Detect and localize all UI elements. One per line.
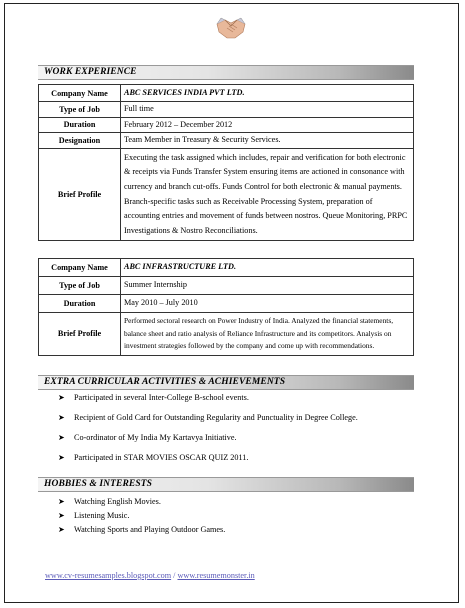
type-value: Summer Internship — [121, 277, 414, 295]
duration-value: May 2010 – July 2010 — [121, 295, 414, 313]
profile-value: Executing the task assigned which includes, repair and verification for both electronic & receipts via Funds Transfer System ensuring items are actioned in consonance with currency and branch cut-offs. Funds Control for both electronic & manual payments. Branch-specific tasks such as Receivable Processing System, preparation of accounting entries and movement of funds between nostros. Queue Monitoring, PRPC Investigations & Nostro Reconciliations. — [121, 148, 414, 241]
table-row — [39, 148, 414, 241]
list-item-text: Watching Sports and Playing Outdoor Games. — [74, 525, 226, 534]
designation-value: Team Member in Treasury & Security Services. — [121, 133, 414, 149]
type-label: Type of Job — [39, 102, 121, 118]
type-label: Type of Job — [39, 277, 121, 295]
arrow-bullet-icon: ➤ — [58, 413, 65, 422]
hobbies-heading: HOBBIES & INTERESTS — [38, 477, 414, 492]
footer — [45, 571, 255, 580]
type-value: Full time — [121, 102, 414, 118]
duration-value: February 2012 – December 2012 — [121, 117, 414, 133]
arrow-bullet-icon: ➤ — [58, 433, 65, 442]
company-value: ABC INFRASTRUCTURE LTD. — [121, 259, 414, 277]
list-item-text: Listening Music. — [74, 511, 130, 520]
profile-label: Brief Profile — [39, 313, 121, 356]
list-item — [58, 433, 358, 442]
company-label: Company Name — [39, 85, 121, 102]
work-experience-heading: WORK EXPERIENCE — [38, 65, 414, 80]
company-value: ABC SERVICES INDIA PVT LTD. — [121, 85, 414, 102]
list-item-text: Participated in several Inter-College B-school events. — [74, 393, 249, 402]
footer-link-2[interactable]: www.resumemonster.in — [177, 571, 255, 580]
table-row — [39, 313, 414, 356]
arrow-bullet-icon: ➤ — [58, 497, 65, 506]
list-item — [58, 525, 225, 534]
arrow-bullet-icon: ➤ — [58, 453, 65, 462]
list-item-text: Watching English Movies. — [74, 497, 161, 506]
profile-label: Brief Profile — [39, 148, 121, 241]
footer-separator: / — [171, 571, 178, 580]
designation-label: Designation — [39, 133, 121, 149]
extra-curricular-list — [58, 393, 358, 462]
extra-curricular-heading: EXTRA CURRICULAR ACTIVITIES & ACHIEVEMENTS — [38, 375, 414, 390]
list-item — [58, 393, 358, 402]
list-item — [58, 413, 358, 422]
job-table-2 — [38, 258, 414, 356]
table-row — [39, 102, 414, 118]
duration-label: Duration — [39, 117, 121, 133]
list-item — [58, 511, 225, 520]
hobbies-list — [58, 497, 225, 534]
arrow-bullet-icon: ➤ — [58, 511, 65, 520]
list-item-text: Participated in STAR MOVIES OSCAR QUIZ 2011. — [74, 453, 249, 462]
table-row — [39, 259, 414, 277]
job-table-1 — [38, 84, 414, 241]
list-item — [58, 497, 225, 506]
table-row — [39, 295, 414, 313]
list-item — [58, 453, 358, 462]
footer-link-1[interactable]: www.cv-resumesamples.blogspot.com — [45, 571, 172, 580]
table-row — [39, 117, 414, 133]
table-row — [39, 133, 414, 149]
table-row — [39, 85, 414, 102]
handshake-logo — [215, 14, 247, 42]
arrow-bullet-icon: ➤ — [58, 393, 65, 402]
list-item-text: Recipient of Gold Card for Outstanding Regularity and Punctuality in Degree College. — [74, 413, 358, 422]
list-item-text: Co-ordinator of My India My Kartavya Initiative. — [74, 433, 237, 442]
arrow-bullet-icon: ➤ — [58, 525, 65, 534]
table-row — [39, 277, 414, 295]
company-label: Company Name — [39, 259, 121, 277]
duration-label: Duration — [39, 295, 121, 313]
profile-value: Performed sectoral research on Power Industry of India. Analyzed the financial statements, balance sheet and ratio analysis of Reliance Infrastructure and its competitors. Analysis on investment strategies followed by the company and come up with recommendations. — [121, 313, 414, 356]
